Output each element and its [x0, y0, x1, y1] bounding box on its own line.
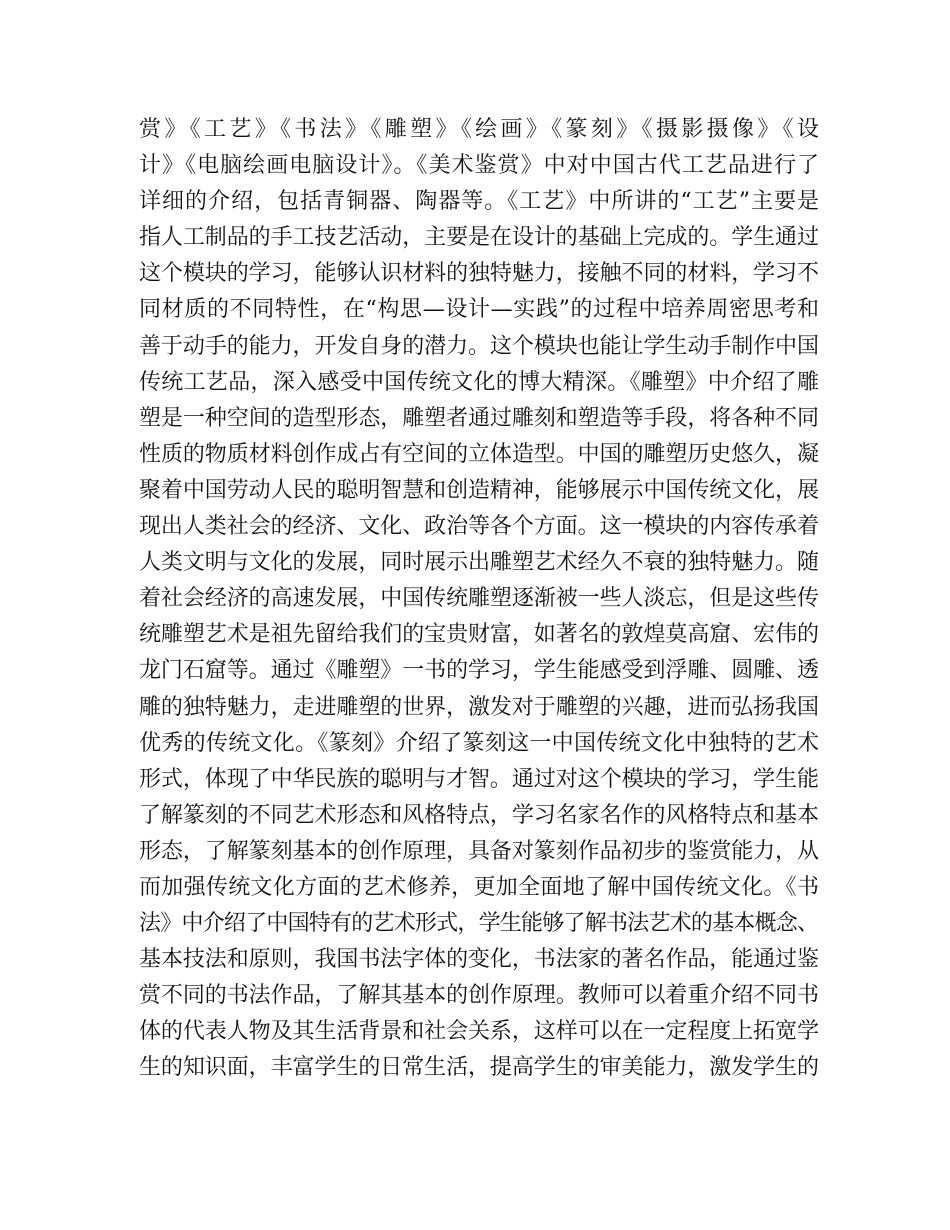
text-line: 这个模块的学习，能够认识材料的独特魅力，接触不同的材料，学习不 — [139, 261, 819, 287]
text-line: 形态，了解篆刻基本的创作原理，具备对篆刻作品初步的鉴赏能力，从 — [139, 838, 819, 864]
text-line: 计》《电脑绘画电脑设计》。《美术鉴赏》中对中国古代工艺品进行了 — [139, 153, 821, 179]
body-paragraph — [139, 112, 823, 1087]
text-line: 基本技法和原则，我国书法字体的变化，书法家的著名作品，能通过鉴 — [139, 947, 819, 973]
text-line: 法》中介绍了中国特有的艺术形式，学生能够了解书法艺术的基本概念、 — [139, 911, 819, 937]
text-line: 了解篆刻的不同艺术形态和风格特点，学习名家名作的风格特点和基本 — [139, 802, 819, 828]
text-line: 优秀的传统文化。《篆刻》介绍了篆刻这一中国传统文化中独特的艺术 — [139, 730, 820, 756]
text-line: 形式，体现了中华民族的聪明与才智。通过对这个模块的学习，学生能 — [139, 766, 819, 792]
text-line: 传统工艺品，深入感受中国传统文化的博大精深。《雕塑》中介绍了雕 — [139, 369, 820, 395]
text-line: 龙门石窟等。通过《雕塑》一书的学习，学生能感受到浮雕、圆雕、透 — [139, 658, 819, 684]
text-line: 赏不同的书法作品，了解其基本的创作原理。教师可以着重介绍不同书 — [139, 983, 819, 1009]
text-line: 善于动手的能力，开发自身的潜力。这个模块也能让学生动手制作中国 — [139, 333, 819, 359]
text-line: 同材质的不同特性，在“构思—设计—实践”的过程中培养周密思考和 — [139, 297, 820, 323]
text-line: 塑是一种空间的造型形态，雕塑者通过雕刻和塑造等手段，将各种不同 — [139, 405, 819, 431]
text-line: 体的代表人物及其生活背景和社会关系，这样可以在一定程度上拓宽学 — [139, 1019, 819, 1045]
text-line: 详细的介绍，包括青铜器、陶器等。《工艺》中所讲的“工艺”主要是 — [139, 189, 821, 215]
text-line: 雕的独特魅力，走进雕塑的世界，激发对于雕塑的兴趣，进而弘扬我国 — [139, 694, 819, 720]
text-line: 聚着中国劳动人民的聪明智慧和创造精神，能够展示中国传统文化，展 — [139, 477, 819, 503]
text-line: 指人工制品的手工技艺活动，主要是在设计的基础上完成的。学生通过 — [139, 225, 819, 251]
text-line: 生的知识面，丰富学生的日常生活，提高学生的审美能力，激发学生的 — [139, 1055, 819, 1081]
text-line: 统雕塑艺术是祖先留给我们的宝贵财富，如著名的敦煌莫高窟、宏伟的 — [139, 622, 819, 648]
text-line: 着社会经济的高速发展，中国传统雕塑逐渐被一些人淡忘，但是这些传 — [139, 586, 819, 612]
text-line: 而加强传统文化方面的艺术修养，更加全面地了解中国传统文化。《书 — [139, 874, 820, 900]
text-line: 性质的物质材料创作成占有空间的立体造型。中国的雕塑历史悠久，凝 — [139, 441, 819, 467]
text-line: 赏》《工艺》《书法》《雕塑》《绘画》《篆刻》《摄影摄像》《设 — [139, 117, 823, 142]
text-line: 人类文明与文化的发展，同时展示出雕塑艺术经久不衰的独特魅力。随 — [139, 550, 819, 576]
text-line: 现出人类社会的经济、文化、政治等各个方面。这一模块的内容传承着 — [139, 514, 819, 540]
